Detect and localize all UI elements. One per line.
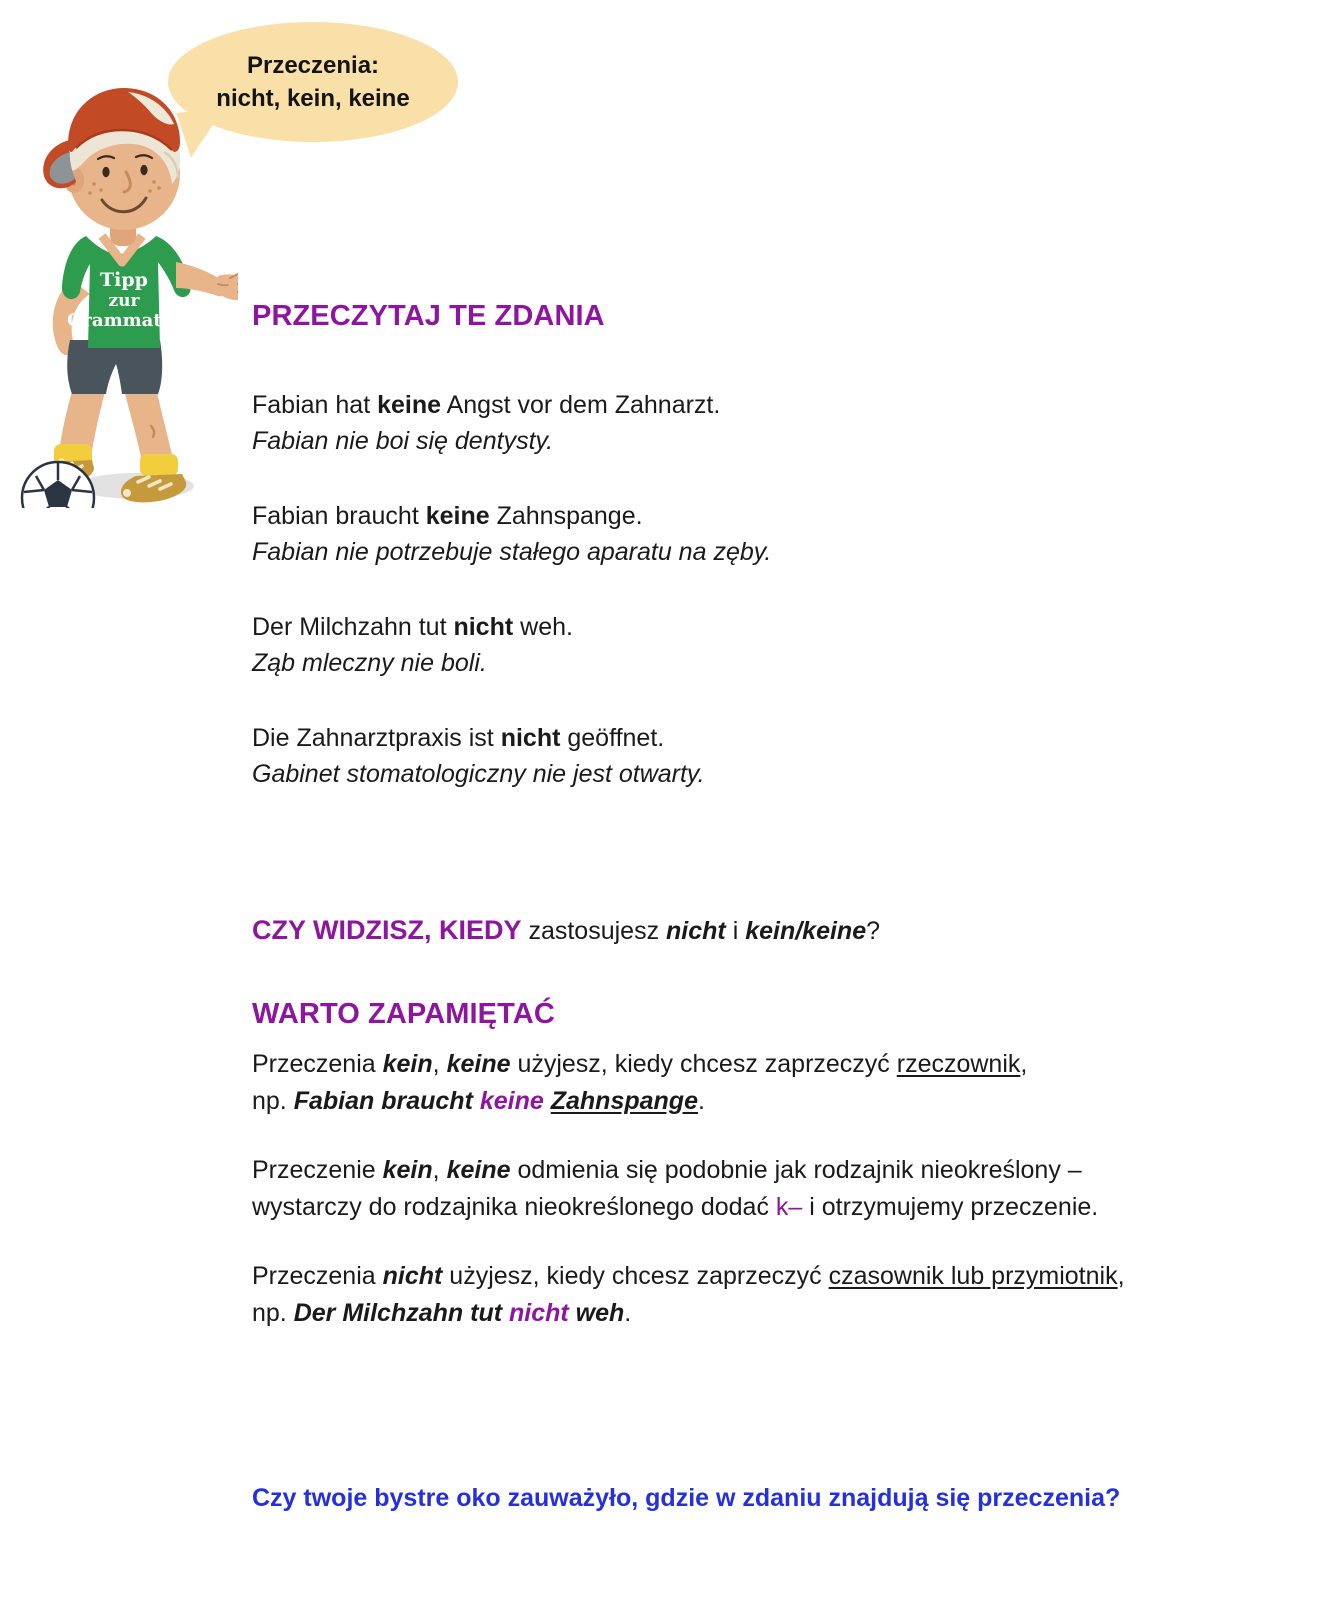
p3-example-weh: weh <box>575 1298 625 1327</box>
page-title: PRZECZYTAJ TE ZDANIA <box>252 300 605 332</box>
german-suffix: Zahnspange. <box>489 502 643 530</box>
question-heading: CZY WIDZISZ, KIEDY <box>252 915 522 945</box>
german-prefix: Fabian hat <box>252 391 378 419</box>
question-mid-1: zastosujesz <box>521 917 667 945</box>
remember-paragraph-2 <box>252 1152 1292 1225</box>
p1-text-3: użyjesz, kiedy chcesz zaprzeczyć <box>510 1050 897 1078</box>
shirt-text-line3: Grammatik <box>67 310 181 331</box>
german-negation: keine <box>425 502 490 530</box>
eye-right <box>140 165 147 175</box>
german-negation: nicht <box>500 724 561 752</box>
p1-text-5: np. <box>252 1086 294 1115</box>
p1-example-space <box>544 1087 551 1115</box>
p2-text-5: i otrzymujemy przeczenie. <box>802 1192 1099 1221</box>
p3-underline-czasownik: czasownik lub przymiotnik <box>828 1262 1118 1290</box>
p3-text-1: Przeczenia <box>252 1262 383 1290</box>
sentence-pair <box>252 721 1292 792</box>
p3-text-5: . <box>624 1298 632 1327</box>
p1-text-1: Przeczenia <box>252 1050 383 1078</box>
remember-paragraph-1 <box>252 1046 1292 1119</box>
p1-example-zahnspange: Zahnspange <box>550 1086 698 1115</box>
p1-text-4: , <box>1020 1050 1028 1078</box>
shirt-text-line2: zur <box>108 291 140 311</box>
german-negation: nicht <box>453 613 514 641</box>
sentence-german <box>252 499 1292 535</box>
german-prefix: Fabian braucht <box>252 502 426 530</box>
sentence-pair <box>252 388 1292 459</box>
p3-example-space <box>569 1299 576 1327</box>
p3-text-3: , <box>1117 1262 1125 1290</box>
shirt-text-line1: Tipp <box>100 269 148 291</box>
sentence-pair <box>252 499 1292 570</box>
speech-bubble <box>168 22 458 142</box>
p3-term-nicht: nicht <box>382 1262 443 1290</box>
p2-prefix-k: k– <box>775 1192 803 1221</box>
footer-question: Czy twoje bystre oko zauważyło, gdzie w zdaniu znajdują się przeczenia? <box>252 1484 1121 1512</box>
p3-example-nicht: nicht <box>509 1298 569 1327</box>
sentence-german <box>252 388 1292 424</box>
question-mid-2: i <box>725 917 746 945</box>
p1-term-keine: keine <box>446 1050 511 1078</box>
german-suffix: geöffnet. <box>560 724 665 752</box>
p2-text-4: wystarczy do rodzajnika nieokreślonego dodać <box>252 1192 776 1221</box>
p2-term-keine: keine <box>446 1156 511 1184</box>
p1-text-2: , <box>432 1050 447 1078</box>
sentence-polish: Ząb mleczny nie boli. <box>252 648 487 677</box>
sentence-polish: Fabian nie potrzebuje stałego aparatu na zęby. <box>252 537 772 566</box>
speech-bubble-line-1: Przeczenia: <box>246 51 380 79</box>
p2-term-kein: kein <box>382 1156 433 1184</box>
german-prefix: Der Milchzahn tut <box>252 613 454 641</box>
question-term-nicht: nicht <box>666 917 726 945</box>
german-negation: keine <box>377 391 442 419</box>
remember-section-title: WARTO ZAPAMIĘTAĆ <box>252 998 555 1030</box>
german-prefix: Die Zahnarztpraxis ist <box>252 724 501 752</box>
speech-bubble-line-2: nicht, kein, keine <box>216 85 410 112</box>
p2-text-1: Przeczenie <box>252 1156 383 1184</box>
p3-text-4: np. <box>252 1298 294 1327</box>
shorts <box>67 340 162 394</box>
sentence-german <box>252 721 1292 757</box>
p1-text-6: . <box>697 1086 705 1115</box>
sentence-pair <box>252 610 1292 681</box>
p1-term-kein: kein <box>382 1050 433 1078</box>
sentence-list <box>252 388 1292 832</box>
p1-underline-rzeczownik: rzeczownik <box>896 1050 1021 1078</box>
german-suffix: weh. <box>513 613 573 641</box>
p3-text-2: użyjesz, kiedy chcesz zaprzeczyć <box>442 1262 829 1290</box>
remember-section-body <box>252 1046 1292 1331</box>
german-suffix: Angst vor dem Zahnarzt. <box>441 391 721 419</box>
p1-example-prefix: Fabian braucht <box>293 1086 480 1115</box>
remember-paragraph-3 <box>252 1258 1292 1331</box>
eye-left <box>102 167 109 177</box>
p2-text-3: odmienia się podobnie jak rodzajnik nieokreślony – <box>510 1156 1082 1184</box>
question-term-kein-keine: kein/keine <box>745 917 867 945</box>
sentence-polish: Fabian nie boi się dentysty. <box>252 426 554 455</box>
sentence-polish: Gabinet stomatologiczny nie jest otwarty. <box>252 759 705 788</box>
p3-example-prefix: Der Milchzahn tut <box>293 1298 509 1327</box>
sentence-german <box>252 610 1292 646</box>
question-tail: ? <box>866 917 881 945</box>
sock-front <box>140 454 178 476</box>
comprehension-question-line <box>252 912 880 949</box>
p1-example-keine: keine <box>479 1086 544 1115</box>
p2-text-2: , <box>432 1156 447 1184</box>
